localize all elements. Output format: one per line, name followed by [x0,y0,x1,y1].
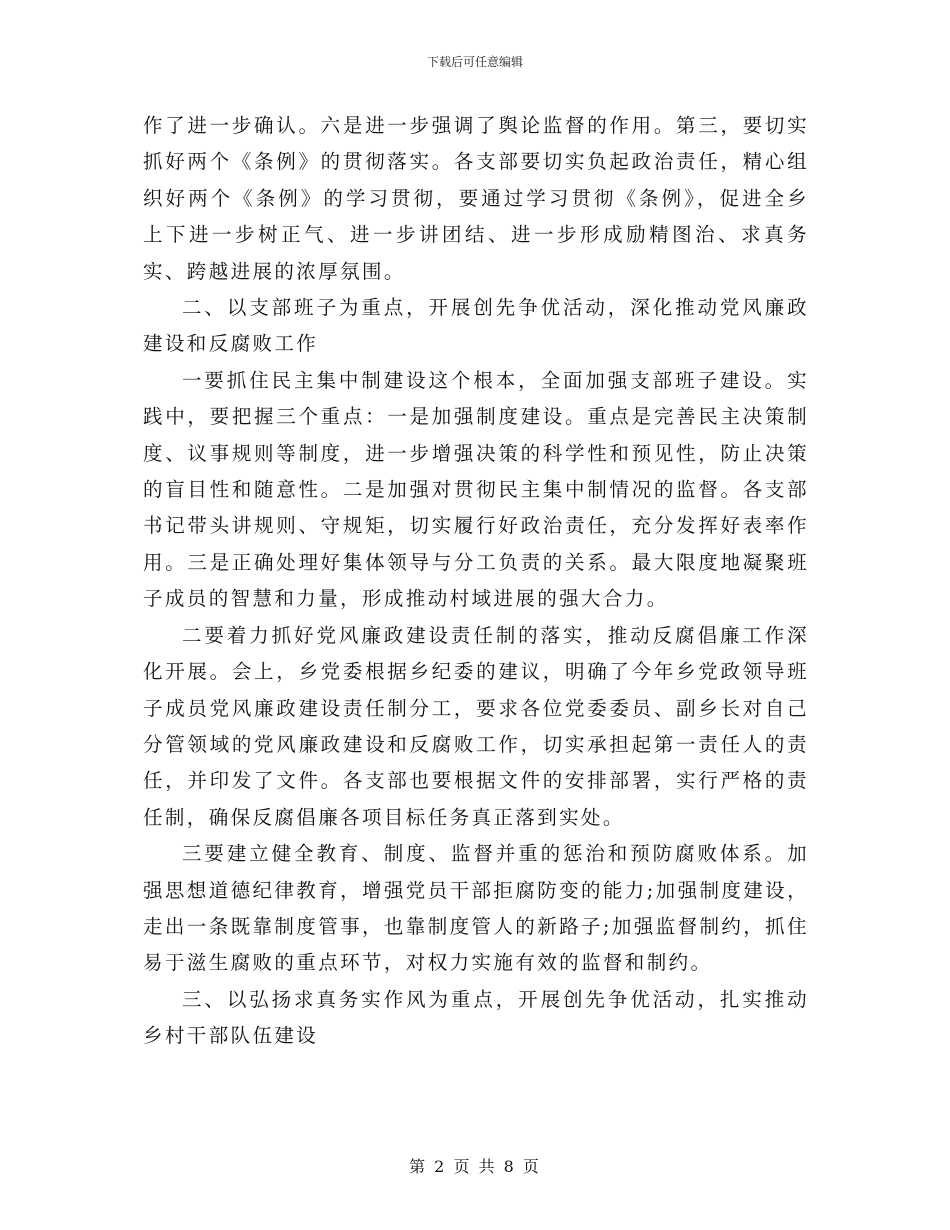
document-body [143,108,809,1055]
paragraph-item-3: 三要建立健全教育、制度、监督并重的惩治和预防腐败体系。加强思想道德纪律教育，增强党员干部拒腐防变的能力;加强制度建设，走出一条既靠制度管事，也靠制度管人的新路子;加强监督制约，抓住易于滋生腐败的重点环节，对权力实施有效的监督和制约。 [143,842,809,975]
section-heading-3: 三、以弘扬求真务实作风为重点，开展创先争优活动，扎实推动乡村干部队伍建设 [143,987,809,1048]
page-number: 第 2 页 共 8 页 [409,1157,541,1176]
paragraph-continuation: 作了进一步确认。六是进一步强调了舆论监督的作用。第三，要切实抓好两个《条例》的贯彻落实。各支部要切实负起政治责任，精心组织好两个《条例》的学习贯彻，要通过学习贯彻《条例》，促进全乡上下进一步树正气、进一步讲团结、进一步形成励精图治、求真务实、跨越进展的浓厚氛围。 [143,114,809,283]
paragraph-item-1: 一要抓住民主集中制建设这个根本，全面加强支部班子建设。实践中，要把握三个重点：一是加强制度建设。重点是完善民主决策制度、议事规则等制度，进一步增强决策的科学性和预见性，防止决策的盲目性和随意性。二是加强对贯彻民主集中制情况的监督。各支部书记带头讲规则、守规矩，切实履行好政治责任，充分发挥好表率作用。三是正确处理好集体领导与分工负责的关系。最大限度地凝聚班子成员的智慧和力量，形成推动村域进展的强大合力。 [143,368,809,611]
page-header-note: 下载后可任意编辑 [426,55,523,69]
paragraph-item-2: 二要着力抓好党风廉政建设责任制的落实，推动反腐倡廉工作深化开展。会上，乡党委根据乡纪委的建议，明确了今年乡党政领导班子成员党风廉政建设责任制分工，要求各位党委委员、副乡长对自己分管领域的党风廉政建设和反腐败工作，切实承担起第一责任人的责任，并印发了文件。各支部也要根据文件的安排部署，实行严格的责任制，确保反腐倡廉各项目标任务真正落到实处。 [143,623,809,829]
section-heading-2: 二、以支部班子为重点，开展创先争优活动，深化推动党风廉政建设和反腐败工作 [143,296,809,356]
